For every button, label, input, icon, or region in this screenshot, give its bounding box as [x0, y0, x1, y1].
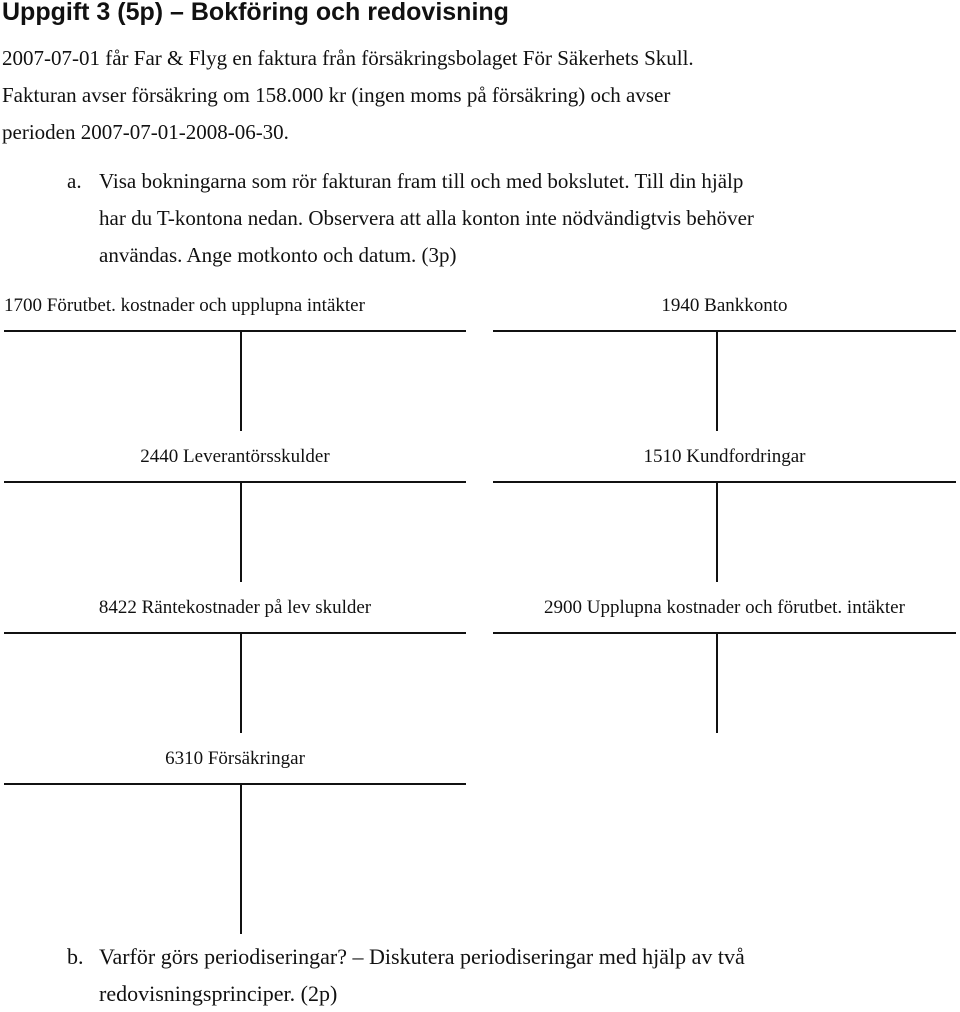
question-a-label: a. — [67, 169, 82, 193]
t-account-name: 8422 Räntekostnader på lev skulder — [98, 597, 372, 618]
t-account-name: 1940 Bankkonto — [661, 295, 788, 316]
t-account-split — [240, 331, 242, 431]
t-account-split — [240, 633, 242, 733]
question-a-line: användas. Ange motkonto och datum. (3p) — [99, 243, 457, 267]
task-intro — [2, 40, 942, 151]
intro-line: Fakturan avser försäkring om 158.000 kr (ingen moms på försäkring) och avser — [2, 83, 671, 107]
t-account-1940 — [493, 294, 956, 432]
t-account-2900 — [493, 596, 956, 734]
t-account-split — [716, 633, 718, 733]
t-account-name: 1700 Förutbet. kostnader och upplupna intäkter — [4, 295, 365, 316]
t-account-divider — [493, 481, 956, 483]
t-account-name: 6310 Försäkringar — [165, 748, 305, 769]
t-account-2440 — [4, 445, 466, 583]
t-account-6310 — [4, 747, 466, 937]
t-account-split — [240, 482, 242, 582]
question-b-line: redovisningsprinciper. (2p) — [99, 981, 338, 1006]
t-account-divider — [4, 481, 466, 483]
question-b-label: b. — [67, 944, 84, 969]
question-a-line: Visa bokningarna som rör fakturan fram till och med bokslutet. Till din hjälp — [99, 169, 744, 193]
t-account-name: 2900 Upplupna kostnader och förutbet. intäkter — [544, 597, 905, 618]
t-account-divider — [4, 330, 466, 332]
t-account-name: 1510 Kundfordringar — [643, 446, 806, 467]
t-account-split — [716, 482, 718, 582]
question-b-line: Varför görs periodiseringar? – Diskutera periodiseringar med hjälp av två — [99, 944, 745, 969]
t-account-8422 — [4, 596, 466, 734]
question-a-line: har du T-kontona nedan. Observera att alla konton inte nödvändigtvis behöver — [99, 206, 754, 230]
t-account-1700 — [4, 294, 466, 432]
question-b-text — [99, 938, 959, 1012]
t-account-divider — [4, 783, 466, 785]
t-account-name: 2440 Leverantörsskulder — [140, 446, 330, 467]
t-account-divider — [493, 330, 956, 332]
t-account-1510 — [493, 445, 956, 583]
t-account-divider — [493, 632, 956, 634]
t-account-divider — [4, 632, 466, 634]
intro-line: 2007-07-01 får Far & Flyg en faktura från försäkringsbolaget För Säkerhets Skull. — [2, 46, 694, 70]
task-title: Uppgift 3 (5p) – Bokföring och redovisning — [2, 0, 509, 26]
question-a-text — [99, 163, 959, 274]
intro-line: perioden 2007-07-01-2008-06-30. — [2, 120, 289, 144]
t-account-split — [240, 784, 242, 934]
t-account-split — [716, 331, 718, 431]
